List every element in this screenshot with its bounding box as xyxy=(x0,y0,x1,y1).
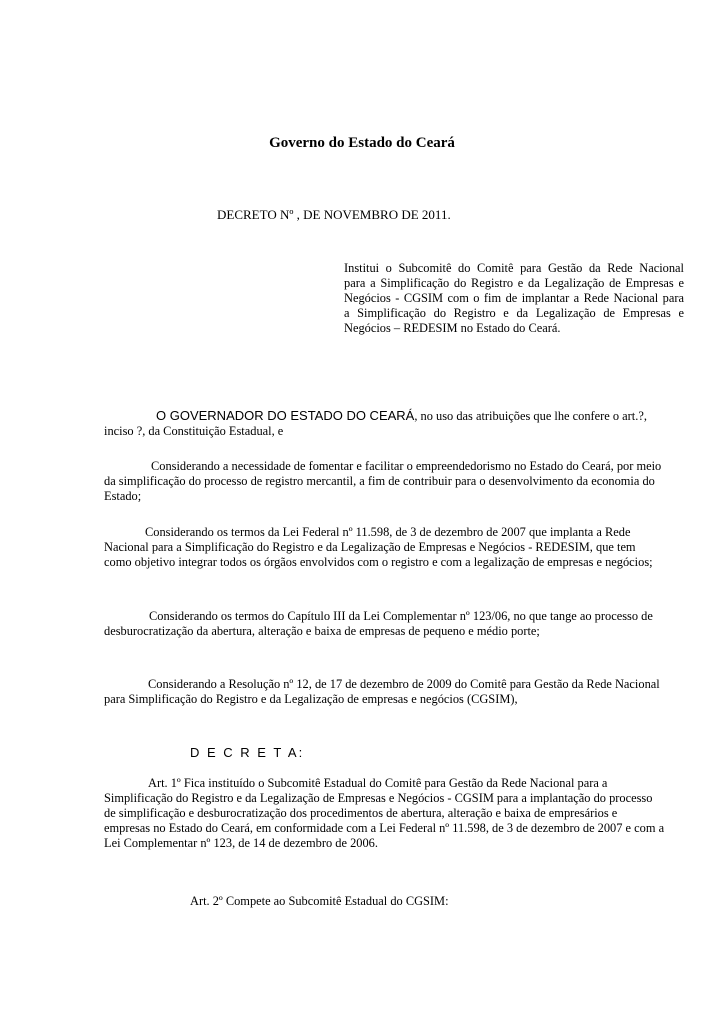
ementa-line: Negócios – REDESIM no Estado do Ceará. xyxy=(344,321,561,335)
preamble-rest: , no uso das atribuições que lhe confere o art.?, xyxy=(414,409,647,423)
ementa-line: para a Simplificação do Registro e da Legalização de Empresas e xyxy=(344,276,684,290)
preamble xyxy=(104,408,680,439)
considerando-line: Nacional para a Simplificação do Registro e da Legalização de Empresas e Negócios - REDESIM, que tem xyxy=(104,540,636,554)
article-line: de simplificação e desburocratização dos procedimentos de abertura, alteração e baixa de empresários e xyxy=(104,806,618,820)
considerando-2 xyxy=(104,525,680,570)
considerando-line: Considerando a necessidade de fomentar e facilitar o empreendedorismo no Estado do Ceará, por meio xyxy=(151,459,662,473)
government-title: Governo do Estado do Ceará xyxy=(269,135,455,151)
considerando-line: Estado; xyxy=(104,489,142,503)
preamble-line xyxy=(104,408,680,424)
ementa-line: Institui o Subcomitê do Comitê para Gestão da Rede Nacional xyxy=(344,261,684,275)
article-line: Lei Complementar nº 123, de 14 de dezembro de 2006. xyxy=(104,836,378,850)
considerando-line: da simplificação do processo de registro mercantil, a fim de contribuir para o desenvolvimento da economia do xyxy=(104,474,655,488)
decree-number: DECRETO Nº , DE NOVEMBRO DE 2011. xyxy=(217,207,451,222)
article-2: Art. 2º Compete ao Subcomitê Estadual do CGSIM: xyxy=(190,894,449,908)
article-line: Simplificação do Registro e da Legalização de Empresas e Negócios - CGSIM para a implantação do processo xyxy=(104,791,653,805)
article-1 xyxy=(104,776,684,851)
considerando-3 xyxy=(104,609,680,639)
considerando-line: como objetivo integrar todos os órgãos envolvidos com o registro e com a legalização de empresas e negócios; xyxy=(104,555,653,569)
considerando-line: Considerando a Resolução nº 12, de 17 de dezembro de 2009 do Comitê para Gestão da Rede Nacional xyxy=(148,677,660,691)
article-line: Art. 1º Fica instituído o Subcomitê Estadual do Comitê para Gestão da Rede Nacional para a xyxy=(148,776,608,790)
considerando-line: desburocratização da abertura, alteração e baixa de empresas de pequeno e médio porte; xyxy=(104,624,540,638)
considerando-1 xyxy=(104,459,680,504)
governor-authority: O GOVERNADOR DO ESTADO DO CEARÁ xyxy=(156,408,415,423)
considerando-4 xyxy=(104,677,680,707)
article-line: empresas no Estado do Ceará, em conformidade com a Lei Federal nº 11.598, de 3 de dezembro de 2007 e com a xyxy=(104,821,665,835)
considerando-line: Considerando os termos do Capítulo III da Lei Complementar nº 123/06, no que tange ao processo de xyxy=(149,609,653,623)
ementa-line: Negócios - CGSIM com o fim de implantar a Rede Nacional para xyxy=(344,291,684,305)
ementa-line: a Simplificação do Registro e da Legalização de Empresas e xyxy=(344,306,684,320)
considerando-line: Considerando os termos da Lei Federal nº 11.598, de 3 de dezembro de 2007 que implanta a Rede xyxy=(145,525,631,539)
considerando-line: para Simplificação do Registro e da Legalização de empresas e negócios (CGSIM), xyxy=(104,692,518,706)
decreta-heading: D E C R E T A: xyxy=(190,745,305,760)
preamble-line: inciso ?, da Constituição Estadual, e xyxy=(104,424,284,438)
ementa xyxy=(344,261,684,336)
